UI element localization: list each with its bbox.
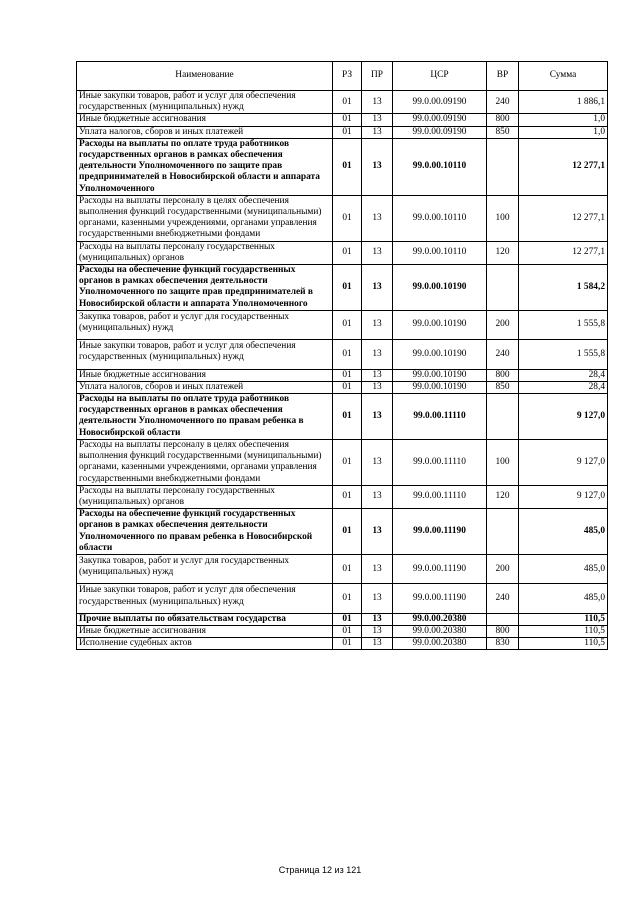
row-sum: 9 127,0 xyxy=(519,394,608,440)
row-pr: 13 xyxy=(362,340,393,369)
table-row xyxy=(77,638,608,650)
row-csr: 99.0.00.09190 xyxy=(393,91,487,114)
row-rz: 01 xyxy=(333,381,362,393)
row-vr: 800 xyxy=(487,369,519,381)
row-pr: 13 xyxy=(362,584,393,613)
row-pr: 13 xyxy=(362,554,393,583)
row-pr: 13 xyxy=(362,126,393,138)
row-csr: 99.0.00.09190 xyxy=(393,114,487,126)
row-rz: 01 xyxy=(333,613,362,625)
row-sum: 1,0 xyxy=(519,126,608,138)
header-vr: ВР xyxy=(487,62,519,91)
row-pr: 13 xyxy=(362,138,393,195)
row-sum: 28,4 xyxy=(519,381,608,393)
row-sum: 1 555,8 xyxy=(519,340,608,369)
row-vr: 850 xyxy=(487,381,519,393)
budget-table xyxy=(76,61,608,650)
row-csr: 99.0.00.20380 xyxy=(393,638,487,650)
row-pr: 13 xyxy=(362,91,393,114)
row-pr: 13 xyxy=(362,394,393,440)
row-csr: 99.0.00.10190 xyxy=(393,369,487,381)
row-pr: 13 xyxy=(362,625,393,637)
row-rz: 01 xyxy=(333,584,362,613)
table-row xyxy=(77,195,608,241)
row-name: Иные бюджетные ассигнования xyxy=(77,114,333,126)
row-vr: 200 xyxy=(487,310,519,339)
row-pr: 13 xyxy=(362,265,393,311)
row-pr: 13 xyxy=(362,638,393,650)
row-csr: 99.0.00.10110 xyxy=(393,195,487,241)
row-vr: 850 xyxy=(487,126,519,138)
row-rz: 01 xyxy=(333,138,362,195)
row-rz: 01 xyxy=(333,91,362,114)
row-name: Расходы на обеспечение функций государственных органов в рамках обеспечения деятельности Уполномоченного по защите прав предпринимателей в Новосибирской области и аппарата Уполномоченного xyxy=(77,265,333,311)
row-sum: 28,4 xyxy=(519,369,608,381)
row-csr: 99.0.00.10190 xyxy=(393,265,487,311)
table-row xyxy=(77,625,608,637)
row-name: Иные закупки товаров, работ и услуг для обеспечения государственных (муниципальных) нужд xyxy=(77,91,333,114)
row-csr: 99.0.00.11110 xyxy=(393,485,487,508)
row-sum: 110,5 xyxy=(519,638,608,650)
row-vr xyxy=(487,394,519,440)
row-vr: 240 xyxy=(487,340,519,369)
row-csr: 99.0.00.11190 xyxy=(393,509,487,555)
row-rz: 01 xyxy=(333,638,362,650)
row-sum: 110,5 xyxy=(519,625,608,637)
row-vr: 120 xyxy=(487,241,519,264)
row-name: Расходы на выплаты персоналу государственных (муниципальных) органов xyxy=(77,241,333,264)
row-name: Расходы на выплаты персоналу в целях обеспечения выполнения функций государственными (муниципальными) органами, казенными учреждениями, органами управления государственными внебюджетными фондами xyxy=(77,439,333,485)
row-csr: 99.0.00.09190 xyxy=(393,126,487,138)
row-csr: 99.0.00.11110 xyxy=(393,439,487,485)
row-pr: 13 xyxy=(362,195,393,241)
row-csr: 99.0.00.10110 xyxy=(393,138,487,195)
row-csr: 99.0.00.11110 xyxy=(393,394,487,440)
row-pr: 13 xyxy=(362,439,393,485)
row-sum: 12 277,1 xyxy=(519,138,608,195)
table-row xyxy=(77,613,608,625)
row-pr: 13 xyxy=(362,485,393,508)
header-sum: Сумма xyxy=(519,62,608,91)
table-row xyxy=(77,584,608,613)
table-row xyxy=(77,310,608,339)
table-row xyxy=(77,509,608,555)
row-rz: 01 xyxy=(333,394,362,440)
table-row xyxy=(77,91,608,114)
row-csr: 99.0.00.11190 xyxy=(393,554,487,583)
row-name: Иные бюджетные ассигнования xyxy=(77,625,333,637)
table-row xyxy=(77,394,608,440)
table-row xyxy=(77,381,608,393)
row-sum: 12 277,1 xyxy=(519,241,608,264)
header-name: Наименование xyxy=(77,62,333,91)
row-pr: 13 xyxy=(362,369,393,381)
table-row xyxy=(77,241,608,264)
row-csr: 99.0.00.10190 xyxy=(393,310,487,339)
table-header-row xyxy=(77,62,608,91)
row-rz: 01 xyxy=(333,340,362,369)
row-csr: 99.0.00.10190 xyxy=(393,381,487,393)
row-name: Уплата налогов, сборов и иных платежей xyxy=(77,126,333,138)
row-name: Закупка товаров, работ и услуг для государственных (муниципальных) нужд xyxy=(77,310,333,339)
row-name: Иные бюджетные ассигнования xyxy=(77,369,333,381)
row-name: Уплата налогов, сборов и иных платежей xyxy=(77,381,333,393)
row-vr xyxy=(487,265,519,311)
row-name: Закупка товаров, работ и услуг для государственных (муниципальных) нужд xyxy=(77,554,333,583)
row-pr: 13 xyxy=(362,381,393,393)
page-footer: Страница 12 из 121 xyxy=(278,865,362,875)
header-csr: ЦСР xyxy=(393,62,487,91)
row-rz: 01 xyxy=(333,369,362,381)
row-sum: 1 555,8 xyxy=(519,310,608,339)
row-rz: 01 xyxy=(333,114,362,126)
row-sum: 485,0 xyxy=(519,584,608,613)
row-sum: 1 886,1 xyxy=(519,91,608,114)
row-rz: 01 xyxy=(333,195,362,241)
row-rz: 01 xyxy=(333,310,362,339)
row-pr: 13 xyxy=(362,509,393,555)
table-row xyxy=(77,439,608,485)
row-rz: 01 xyxy=(333,509,362,555)
table-row xyxy=(77,114,608,126)
row-vr: 800 xyxy=(487,625,519,637)
row-vr xyxy=(487,138,519,195)
row-sum: 485,0 xyxy=(519,554,608,583)
row-rz: 01 xyxy=(333,554,362,583)
table-row xyxy=(77,138,608,195)
row-pr: 13 xyxy=(362,310,393,339)
table-row xyxy=(77,265,608,311)
row-sum: 485,0 xyxy=(519,509,608,555)
header-rz: РЗ xyxy=(333,62,362,91)
table-body xyxy=(77,91,608,650)
row-csr: 99.0.00.10190 xyxy=(393,340,487,369)
row-vr: 120 xyxy=(487,485,519,508)
table-row xyxy=(77,340,608,369)
table-row xyxy=(77,369,608,381)
row-sum: 110,5 xyxy=(519,613,608,625)
row-vr xyxy=(487,509,519,555)
row-name: Прочие выплаты по обязательствам государства xyxy=(77,613,333,625)
row-name: Исполнение судебных актов xyxy=(77,638,333,650)
table-row xyxy=(77,126,608,138)
row-name: Расходы на обеспечение функций государственных органов в рамках обеспечения деятельности Уполномоченного по правам ребенка в Новосибирской области xyxy=(77,509,333,555)
header-pr: ПР xyxy=(362,62,393,91)
row-vr: 100 xyxy=(487,195,519,241)
row-vr: 830 xyxy=(487,638,519,650)
row-name: Расходы на выплаты персоналу в целях обеспечения выполнения функций государственными (муниципальными) органами, казенными учреждениями, органами управления государственными внебюджетными фондами xyxy=(77,195,333,241)
row-sum: 9 127,0 xyxy=(519,439,608,485)
row-pr: 13 xyxy=(362,114,393,126)
row-csr: 99.0.00.20380 xyxy=(393,613,487,625)
row-sum: 1,0 xyxy=(519,114,608,126)
row-vr: 200 xyxy=(487,554,519,583)
row-sum: 1 584,2 xyxy=(519,265,608,311)
row-rz: 01 xyxy=(333,625,362,637)
row-pr: 13 xyxy=(362,241,393,264)
row-csr: 99.0.00.11190 xyxy=(393,584,487,613)
row-csr: 99.0.00.20380 xyxy=(393,625,487,637)
row-rz: 01 xyxy=(333,241,362,264)
row-name: Расходы на выплаты по оплате труда работников государственных органов в рамках обеспечения деятельности Уполномоченного по правам ребенка в Новосибирской области xyxy=(77,394,333,440)
row-rz: 01 xyxy=(333,265,362,311)
row-csr: 99.0.00.10110 xyxy=(393,241,487,264)
row-rz: 01 xyxy=(333,439,362,485)
row-rz: 01 xyxy=(333,485,362,508)
table-row xyxy=(77,554,608,583)
row-name: Иные закупки товаров, работ и услуг для обеспечения государственных (муниципальных) нужд xyxy=(77,340,333,369)
row-sum: 9 127,0 xyxy=(519,485,608,508)
row-pr: 13 xyxy=(362,613,393,625)
row-name: Иные закупки товаров, работ и услуг для обеспечения государственных (муниципальных) нужд xyxy=(77,584,333,613)
row-vr: 240 xyxy=(487,584,519,613)
row-vr: 240 xyxy=(487,91,519,114)
row-vr xyxy=(487,613,519,625)
row-rz: 01 xyxy=(333,126,362,138)
table-row xyxy=(77,485,608,508)
row-name: Расходы на выплаты персоналу государственных (муниципальных) органов xyxy=(77,485,333,508)
row-sum: 12 277,1 xyxy=(519,195,608,241)
row-name: Расходы на выплаты по оплате труда работников государственных органов в рамках обеспечения деятельности Уполномоченного по защите прав предпринимателей в Новосибирской области и аппарата Уполномоченного xyxy=(77,138,333,195)
row-vr: 800 xyxy=(487,114,519,126)
row-vr: 100 xyxy=(487,439,519,485)
